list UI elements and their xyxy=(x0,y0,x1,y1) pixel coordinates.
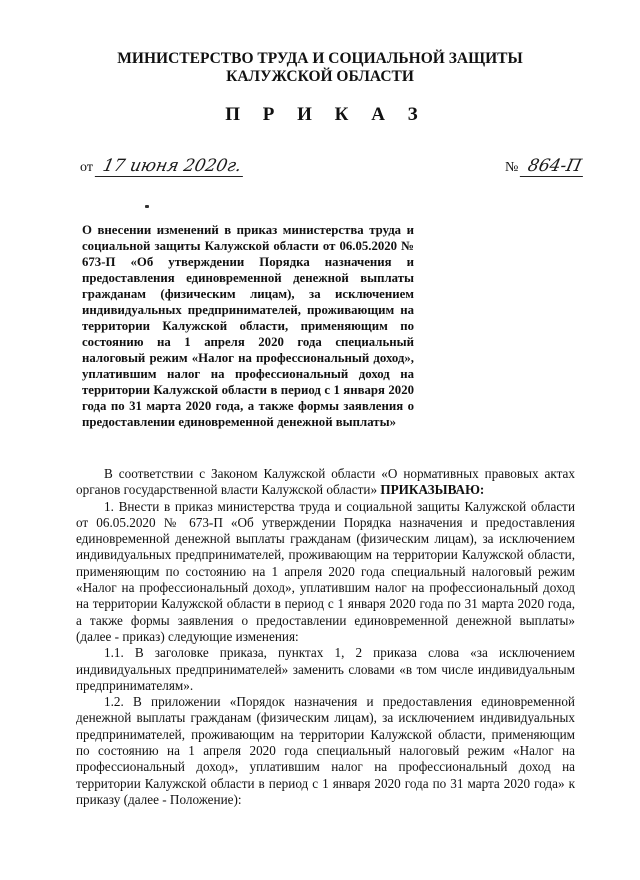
order-date xyxy=(80,156,245,177)
preamble-decree: ПРИКАЗЫВАЮ: xyxy=(380,482,485,498)
document-type-title: П Р И К А З xyxy=(225,104,427,125)
order-body xyxy=(76,466,575,808)
ministry-header-line1: МИНИСТЕРСТВО ТРУДА И СОЦИАЛЬНОЙ ЗАЩИТЫ xyxy=(117,50,523,67)
order-clause-1-1: 1.1. В заголовке приказа, пунктах 1, 2 приказа слова «за исключением индивидуальных предпринимателей» заменить словами «в том числе индивидуальным предпринимателям». xyxy=(76,645,575,693)
scan-mark xyxy=(145,205,149,208)
order-date-prefix: от xyxy=(80,160,93,175)
ministry-header xyxy=(0,50,640,86)
order-preamble xyxy=(76,466,575,499)
order-title: О внесении изменений в приказ министерства труда и социальной защиты Калужской области от 06.05.2020 № 673-П «Об утверждении Порядка назначения и предоставления единовременной денежной выплаты гражданам (физическим лицам), за исключением индивидуальных предпринимателей, проживающим на территории Калужской области, применяющим по состоянию на 1 апреля 2020 года специальный налоговый режим «Налог на профессиональный доход», уплатившим налог на профессиональный доход на территории Калужской области в период с 1 января 2020 года по 31 марта 2020 года, а также формы заявления о предоставлении единовременной денежной выплаты» xyxy=(82,223,414,429)
ministry-header-line2: КАЛУЖСКОЙ ОБЛАСТИ xyxy=(226,68,414,85)
order-clause-1: 1. Внести в приказ министерства труда и социальной защиты Калужской области от 06.05.2020 № 673-П «Об утверждении Порядка назначения и предоставления единовременной денежной выплаты гражданам (физическим лицам), за исключением индивидуальных предпринимателей, проживающим на территории Калужской области, применяющим по состоянию на 1 апреля 2020 года специальный налоговый режим «Налог на профессиональный доход», уплатившим налог на профессиональный доход на территории Калужской области в период с 1 января 2020 года по 31 марта 2020 года, а также формы заявления о предоставлении единовременной денежной выплаты» (далее - приказ) следующие изменения: xyxy=(76,498,575,644)
order-number-prefix: № xyxy=(505,160,519,175)
order-number-handwritten: 864-П xyxy=(520,156,587,177)
order-clause-1-2: 1.2. В приложении «Порядок назначения и предоставления единовременной денежной выплаты гражданам (физическим лицам), за исключением индивидуальных предпринимателей, проживающим на территории Калужской области, применяющим по состоянию на 1 апреля 2020 года специальный налоговый режим «Налог на профессиональный доход», уплатившим налог на профессиональный доход на территории Калужской области в период с 1 января 2020 года по 31 марта 2020 года» к приказу (далее - Положение): xyxy=(76,694,575,807)
order-number xyxy=(505,156,585,177)
preamble-text: В соответствии с Законом Калужской области «О нормативных правовых актах органов государственной власти Калужской области» xyxy=(76,466,575,498)
order-date-handwritten: 17 июня 2020г. xyxy=(95,156,248,177)
